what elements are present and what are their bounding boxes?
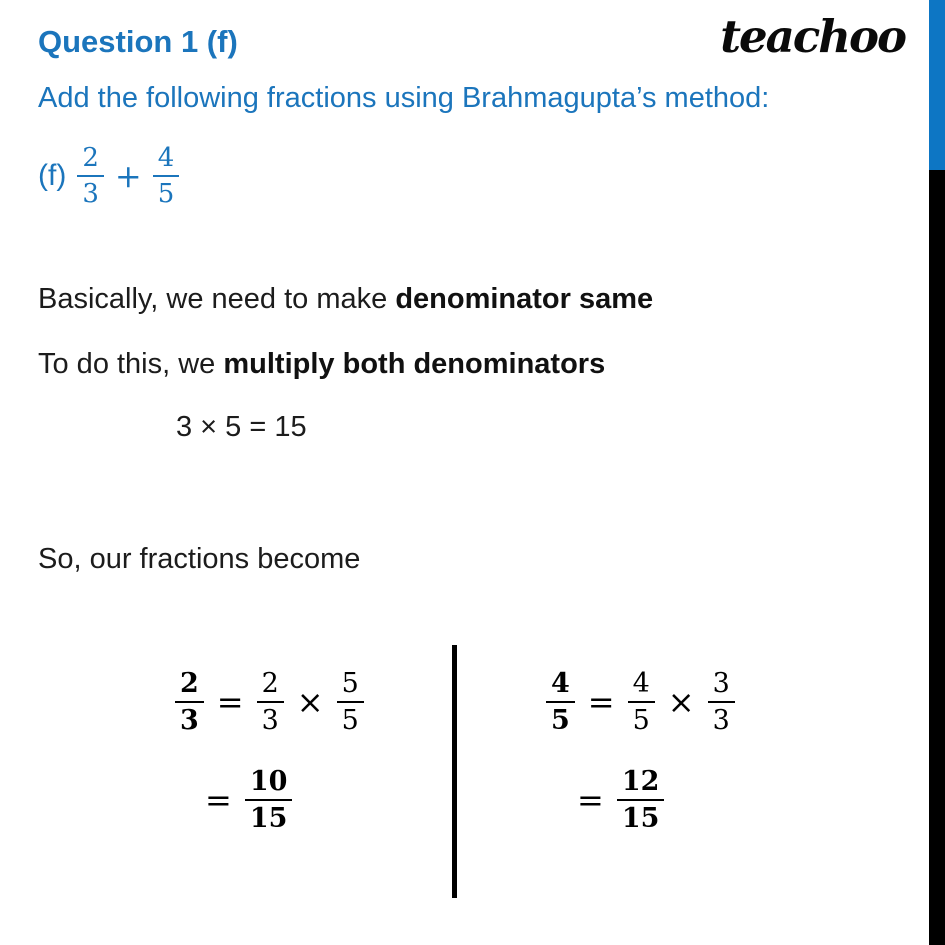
equals-sign: = — [216, 683, 244, 721]
numerator: 2 — [257, 670, 284, 703]
result-fraction — [245, 768, 293, 832]
factor1-fraction — [628, 670, 655, 734]
accent-bar-blue — [929, 0, 945, 170]
vertical-divider — [452, 645, 457, 898]
denominator: 3 — [712, 705, 730, 736]
lhs-fraction — [546, 670, 575, 734]
numerator: 2 — [175, 670, 204, 703]
question-fraction-2 — [153, 145, 180, 207]
equation-right-step-1 — [546, 670, 735, 734]
equation-left-step-1 — [175, 670, 364, 734]
page-title: Question 1 (f) — [38, 24, 238, 59]
result-fraction — [617, 768, 665, 832]
numerator: 2 — [77, 145, 104, 177]
explanation-line-1-bold: denominator same — [395, 283, 654, 315]
equals-sign: = — [587, 683, 615, 721]
explanation-line-3: So, our fractions become — [38, 543, 361, 575]
denominator: 3 — [180, 705, 199, 736]
equals-sign: = — [205, 781, 232, 819]
denominator: 15 — [249, 803, 288, 834]
denominator: 3 — [82, 179, 99, 209]
equals-sign: = — [577, 781, 604, 819]
factor1-fraction — [257, 670, 284, 734]
accent-bar-black — [929, 170, 945, 945]
lhs-fraction — [175, 670, 204, 734]
numerator: 10 — [245, 768, 293, 801]
denominator: 5 — [157, 179, 175, 209]
numerator: 12 — [617, 768, 665, 801]
teachoo-logo: teachoo — [720, 10, 905, 63]
denominator: 5 — [341, 705, 359, 736]
times-sign: × — [667, 683, 695, 721]
denominator: 15 — [621, 803, 660, 834]
equation-right-step-2 — [577, 768, 664, 832]
numerator: 4 — [628, 670, 655, 703]
times-sign: × — [296, 683, 324, 721]
denominator: 5 — [632, 705, 650, 736]
denominator-multiplication: 3 × 5 = 15 — [176, 411, 307, 443]
denominator: 3 — [261, 705, 279, 736]
explanation-line-1 — [38, 283, 653, 316]
factor2-fraction — [337, 670, 364, 734]
question-expression — [38, 145, 179, 207]
instruction-text: Add the following fractions using Brahmagupta’s method: — [38, 82, 770, 114]
numerator: 4 — [153, 145, 180, 177]
explanation-line-2 — [38, 348, 605, 381]
part-label: (f) — [38, 159, 67, 192]
numerator: 4 — [546, 670, 575, 703]
denominator: 5 — [551, 705, 570, 736]
explanation-line-1-text: Basically, we need to make — [38, 283, 396, 315]
numerator: 5 — [337, 670, 364, 703]
equation-left-step-2 — [205, 768, 292, 832]
factor2-fraction — [708, 670, 735, 734]
plus-sign: + — [114, 157, 142, 195]
explanation-line-2-bold: multiply both denominators — [223, 348, 606, 380]
explanation-line-2-text: To do this, we — [38, 348, 224, 380]
numerator: 3 — [708, 670, 735, 703]
question-fraction-1 — [77, 145, 104, 207]
